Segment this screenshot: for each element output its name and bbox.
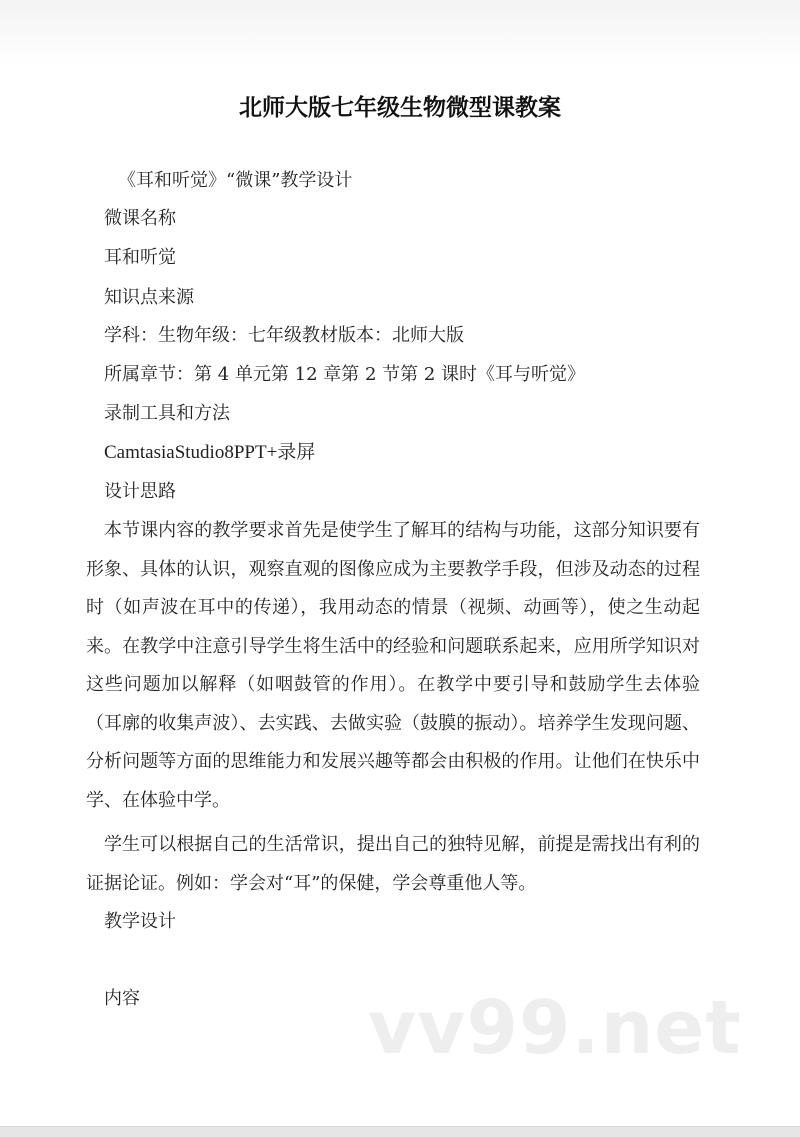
text-line: 设计思路: [104, 481, 176, 502]
page-top-edge: [0, 0, 800, 66]
text-line: 知识点来源: [104, 287, 194, 308]
section-heading: 教学设计: [104, 911, 176, 932]
page-bottom-edge: [0, 1126, 800, 1137]
text-line: 录制工具和方法: [104, 403, 230, 424]
body-paragraph: 本节课内容的教学要求首先是使学生了解耳的结构与功能，这部分知识要有形象、具体的认识，观察直观的图像应成为主要教学手段，但涉及动态的过程时（如声波在耳中的传递），我用动态的情景（视频、动画等），使之生动起来。在教学中注意引导学生将生活中的经验和问题联系起来，应用所学知识对这些问题加以解释（如咽鼓管的作用）。在教学中要引导和鼓励学生去体验（耳廓的收集声波）、去实践、去做实验（鼓膜的振动）。培养学生发现问题、分析问题等方面的思维能力和发展兴趣等都会由积极的作用。让他们在快乐中学、在体验中学。: [86, 520, 700, 811]
document-subtitle: 《耳和听觉》“微课”教学设计: [118, 170, 353, 191]
body-paragraph: 学生可以根据自己的生活常识，提出自己的独特见解，前提是需找出有利的证据论证。例如：学会对“耳”的保健，学会尊重他人等。: [86, 834, 700, 894]
content-label: 内容: [104, 988, 140, 1009]
watermark: vv99.net: [368, 985, 742, 1071]
text-line: CamtasiaStudio8PPT+录屏: [104, 442, 316, 463]
text-line: 学科：生物年级：七年级教材版本：北师大版: [104, 325, 464, 346]
document-title: 北师大版七年级生物微型课教案: [239, 95, 561, 121]
text-line: 微课名称: [104, 208, 176, 229]
text-line: 耳和听觉: [104, 247, 176, 268]
text-line: 所属章节：第 4 单元第 12 章第 2 节第 2 课时《耳与听觉》: [104, 364, 586, 385]
